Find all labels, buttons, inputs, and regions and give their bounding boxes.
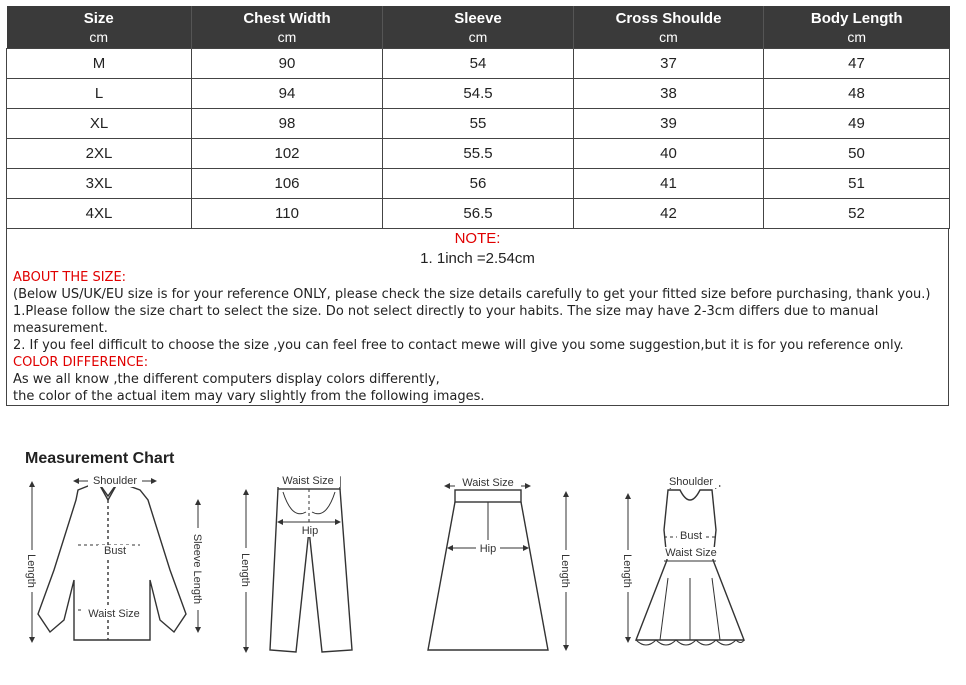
table-cell: 102 [192, 139, 383, 169]
table-cell: 54.5 [383, 79, 574, 109]
dress-waist-label: Waist Size [665, 547, 717, 559]
color-difference-text: As we all know ,the different computers display colors differently, [13, 372, 440, 387]
table-cell: 2XL [7, 139, 192, 169]
shirt-bust-label: Bust [103, 545, 127, 557]
table-cell: 106 [192, 169, 383, 199]
header-cell: Body Length cm [764, 6, 950, 49]
pants-length-label: Length [239, 553, 251, 587]
table-cell: 49 [764, 109, 950, 139]
table-cell: M [7, 49, 192, 79]
table-cell: 55.5 [383, 139, 574, 169]
measurement-chart-title: Measurement Chart [25, 450, 175, 467]
table-cell: 54 [383, 49, 574, 79]
table-cell: L [7, 79, 192, 109]
table-cell: 55 [383, 109, 574, 139]
table-cell: 50 [764, 139, 950, 169]
shirt-shoulder-label: Shoulder [92, 475, 138, 487]
dress-bust-label: Bust [679, 530, 703, 542]
color-difference-heading: COLOR DIFFERENCE: [13, 355, 149, 370]
table-cell: 38 [574, 79, 764, 109]
table-cell: 41 [574, 169, 764, 199]
dress-length-label: Length [621, 554, 633, 588]
about-size-text: (Below US/UK/EU size is for your reference ONLY, please check the size details carefully to get your fitted size before purchasing, thank you.) [13, 287, 931, 302]
table-cell: 4XL [7, 199, 192, 229]
table-cell: 52 [764, 199, 950, 229]
dress-diagram [628, 486, 744, 645]
skirt-waist-label: Waist Size [462, 477, 514, 489]
skirt-diagram [428, 486, 566, 650]
table-cell: XL [7, 109, 192, 139]
shirt-waist-label: Waist Size [88, 608, 140, 620]
skirt-hip-label: Hip [479, 543, 497, 555]
about-size-text: 1.Please follow the size chart to select the size. Do not select directly to your habits. The size may have 2-3cm differs due to manual measurement. [13, 304, 879, 336]
table-cell: 48 [764, 79, 950, 109]
about-size-text: 2. If you feel difficult to choose the size ,you can feel free to contact mewe will give you some suggestion,but it is for you reference only. [13, 338, 904, 353]
header-cell: Chest Width cm [192, 6, 383, 49]
table-cell: 56 [383, 169, 574, 199]
table-cell: 110 [192, 199, 383, 229]
shirt-sleeve-label: Sleeve Length [191, 533, 203, 605]
note-inch-conversion: 1. 1inch =2.54cm [420, 250, 535, 267]
dress-shoulder-label: Shoulder [668, 476, 714, 488]
table-cell: 37 [574, 49, 764, 79]
table-cell: 90 [192, 49, 383, 79]
table-cell: 94 [192, 79, 383, 109]
note-title: NOTE: [454, 230, 501, 247]
header-cell: Cross Shoulde cm [574, 6, 764, 49]
table-cell: 51 [764, 169, 950, 199]
header-cell: Size cm [7, 6, 192, 49]
pants-waist-label: Waist Size [282, 475, 334, 487]
color-difference-text: the color of the actual item may vary slightly from the following images. [13, 389, 485, 404]
skirt-length-label: Length [559, 554, 571, 588]
table-cell: 39 [574, 109, 764, 139]
header-cell: Sleeve cm [383, 6, 574, 49]
table-cell: 47 [764, 49, 950, 79]
table-cell: 42 [574, 199, 764, 229]
table-cell: 3XL [7, 169, 192, 199]
table-cell: 56.5 [383, 199, 574, 229]
pants-hip-label: Hip [301, 525, 319, 537]
table-cell: 40 [574, 139, 764, 169]
shirt-length-label: Length [25, 554, 37, 588]
pants-diagram [246, 477, 352, 652]
about-size-heading: ABOUT THE SIZE: [13, 270, 127, 285]
table-cell: 98 [192, 109, 383, 139]
